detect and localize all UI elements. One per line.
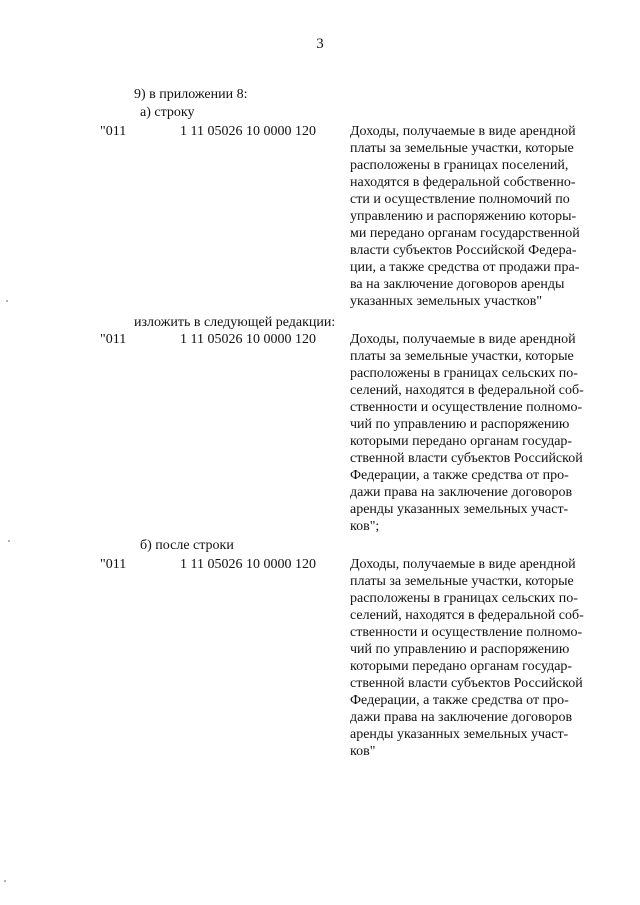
subsection-b-label: б) после строки xyxy=(140,538,234,553)
budget-classification-code: 1 11 05026 10 0000 120 xyxy=(180,124,316,139)
description-line: ции, а также средства от продажи пра- xyxy=(350,260,580,275)
section-heading: 9) в приложении 8: xyxy=(134,87,248,102)
description-line: расположены в границах сельских по- xyxy=(350,591,578,606)
description-line: Доходы, получаемые в виде арендной xyxy=(350,124,576,139)
description-line: аренды указанных земельных участ- xyxy=(350,727,569,742)
description-line: платы за земельные участки, которые xyxy=(350,141,574,156)
description-line: ственной власти субъектов Российской xyxy=(350,676,583,691)
income-description xyxy=(350,331,610,535)
description-line: платы за земельные участки, которые xyxy=(350,349,574,364)
description-line: сти и осуществление полномочий по xyxy=(350,192,570,207)
scan-speck xyxy=(4,880,6,882)
budget-classification-code: 1 11 05026 10 0000 120 xyxy=(180,332,316,347)
description-line: ков"; xyxy=(350,519,380,534)
description-line: которыми передано органам государ- xyxy=(350,659,573,674)
description-line: Доходы, получаемые в виде арендной xyxy=(350,332,576,347)
ministry-code: "011 xyxy=(100,557,127,572)
description-line: селений, находятся в федеральной соб- xyxy=(350,383,584,398)
description-line: платы за земельные участки, которые xyxy=(350,574,574,589)
description-line: ва на заключение договоров аренды xyxy=(350,277,565,292)
ministry-code: "011 xyxy=(100,332,127,347)
description-line: аренды указанных земельных участ- xyxy=(350,502,569,517)
description-line: чий по управлению и распоряжению xyxy=(350,417,570,432)
description-line: ми передано органам государственной xyxy=(350,226,580,241)
description-line: дажи права на заключение договоров xyxy=(350,485,573,500)
scan-speck xyxy=(6,300,8,302)
page-number: 3 xyxy=(316,36,324,52)
ministry-code: "011 xyxy=(100,124,127,139)
description-line: чий по управлению и распоряжению xyxy=(350,642,570,657)
description-line: селений, находятся в федеральной соб- xyxy=(350,608,584,623)
description-line: дажи права на заключение договоров xyxy=(350,710,573,725)
description-line: ственности и осуществление полномо- xyxy=(350,400,583,415)
description-line: управлению и распоряжению которы- xyxy=(350,209,577,224)
description-line: ков" xyxy=(350,744,376,759)
description-line: расположены в границах сельских по- xyxy=(350,366,578,381)
description-line: которыми передано органам государ- xyxy=(350,434,573,449)
subsection-a-label: а) строку xyxy=(140,105,195,120)
description-line: указанных земельных участков" xyxy=(350,294,543,309)
description-line: ственной власти субъектов Российской xyxy=(350,451,583,466)
income-description xyxy=(350,556,610,760)
income-description xyxy=(350,123,610,310)
description-line: Федерации, а также средства от про- xyxy=(350,468,569,483)
replace-instruction: изложить в следующей редакции: xyxy=(134,315,336,330)
description-line: Доходы, получаемые в виде арендной xyxy=(350,557,576,572)
description-line: Федерации, а также средства от про- xyxy=(350,693,569,708)
description-line: ственности и осуществление полномо- xyxy=(350,625,583,640)
scan-speck xyxy=(8,540,10,542)
description-line: власти субъектов Российской Федера- xyxy=(350,243,577,258)
description-line: расположены в границах поселений, xyxy=(350,158,569,173)
budget-classification-code: 1 11 05026 10 0000 120 xyxy=(180,557,316,572)
description-line: находятся в федеральной собственно- xyxy=(350,175,576,190)
